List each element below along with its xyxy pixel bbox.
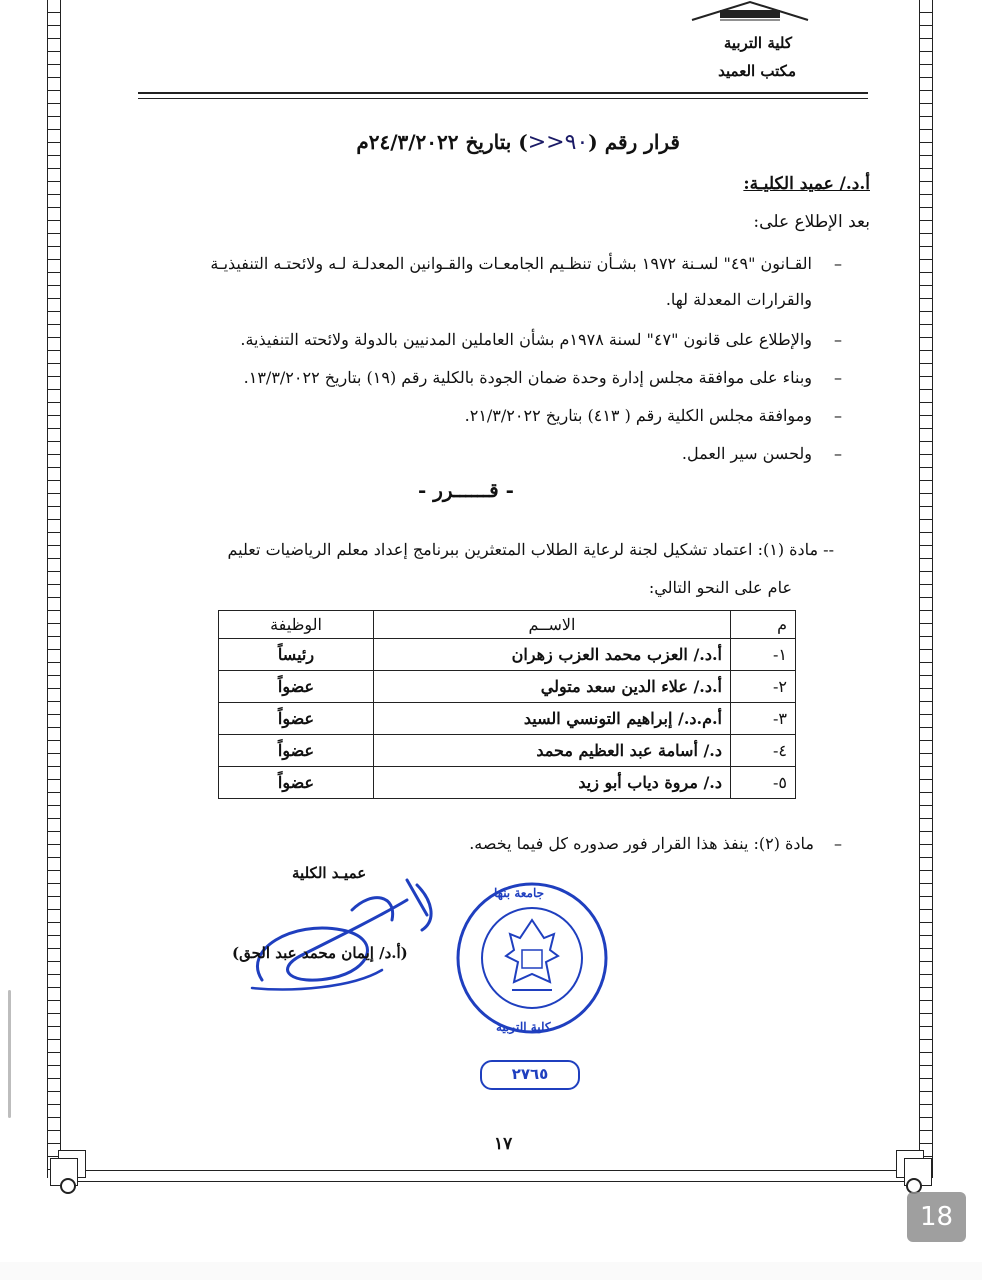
- item-law-49: القـانون "٤٩" لسـنة ١٩٧٢ بشـأن تنظـيم الجامعـات والقـوانين المعدلـة لـه ولائحتـه التنفيذيـة: [210, 254, 812, 273]
- member-name: د./ أسامة عبد العظيم محمد: [374, 735, 731, 767]
- col-header-role: الوظيفة: [219, 611, 374, 639]
- signatory-name: (أ.د/ إيمان محمد عبد الحق): [232, 944, 408, 962]
- decision-number: ٩٠<<: [527, 130, 589, 155]
- table-header-row: [219, 611, 796, 639]
- item-college-council: وموافقة مجلس الكلية رقم ( ٤١٣) بتاريخ ٢١/٣/٢٠٢٢.: [464, 406, 812, 425]
- seal-bottom-text: كلية التربية: [496, 1020, 551, 1034]
- header-divider: [138, 92, 868, 99]
- item-law-47: والإطلاع على قانون "٤٧" لسنة ١٩٧٨م بشأن العاملين المدنيين بالدولة ولائحته التنفيذية.: [240, 330, 812, 349]
- bullet-dash: –: [834, 368, 842, 387]
- scrollbar[interactable]: [8, 990, 11, 1118]
- decides-heading: - قــــــرر -: [418, 478, 514, 502]
- decision-date: ) بتاريخ ٢٤/٣/٢٠٢٢م: [356, 130, 528, 154]
- bottom-border: [50, 1170, 932, 1182]
- stamp-number: ٢٧٦٥: [511, 1065, 549, 1083]
- corner-ornament-left: [50, 1150, 94, 1194]
- bullet-dash: –: [834, 254, 842, 273]
- bullet-dash: –: [834, 834, 842, 853]
- decision-title: [330, 130, 680, 155]
- member-name: د./ مروة دياب أبو زيد: [374, 767, 731, 799]
- row-num: ٣-: [731, 703, 796, 735]
- table-row: [219, 671, 796, 703]
- signatory-title: عميـد الكلية: [292, 864, 367, 882]
- member-role: عضواً: [219, 671, 374, 703]
- page-indicator-badge: 18: [907, 1192, 966, 1242]
- table-row: [219, 703, 796, 735]
- after-review: بعد الإطلاع على:: [753, 212, 870, 232]
- member-role: عضواً: [219, 735, 374, 767]
- addressee: أ.د./ عميد الكليـة:: [743, 174, 870, 194]
- decision-prefix: قرار رقم (: [588, 130, 680, 154]
- seal-top-text: جامعة بنها: [494, 886, 545, 900]
- member-name: أ.د./ العزب محمد العزب زهران: [374, 639, 731, 671]
- stamp-number-box: [480, 1060, 580, 1090]
- article-1-line-2: عام على النحو التالي:: [648, 578, 792, 597]
- table-row: [219, 767, 796, 799]
- row-num: ١-: [731, 639, 796, 671]
- col-header-num: م: [731, 611, 796, 639]
- item-law-49-cont: والقرارات المعدلة لها.: [665, 290, 812, 309]
- row-num: ٥-: [731, 767, 796, 799]
- col-header-name: الاســم: [374, 611, 731, 639]
- member-name: أ.د./ علاء الدين سعد متولي: [374, 671, 731, 703]
- article-2: مادة (٢): ينفذ هذا القرار فور صدوره كل فيما يخصه.: [469, 834, 814, 853]
- article-1-line-1: -- مادة (١): اعتماد تشكيل لجنة لرعاية الطلاب المتعثرين ببرنامج إعداد معلم الرياضيات تعليم: [227, 540, 834, 559]
- member-role: عضواً: [219, 703, 374, 735]
- member-name: أ.م.د./ إبراهيم التونسي السيد: [374, 703, 731, 735]
- table-row: [219, 639, 796, 671]
- item-quality-council: وبناء على موافقة مجلس إدارة وحدة ضمان الجودة بالكلية رقم (١٩) بتاريخ ١٣/٣/٢٠٢٢.: [243, 368, 812, 387]
- page-number: ١٧: [494, 1134, 513, 1154]
- college-name: كلية التربية: [723, 34, 792, 52]
- bullet-dash: –: [834, 330, 842, 349]
- table-row: [219, 735, 796, 767]
- item-work-flow: ولحسن سير العمل.: [681, 444, 812, 463]
- row-num: ٤-: [731, 735, 796, 767]
- member-role: عضواً: [219, 767, 374, 799]
- bullet-dash: –: [834, 444, 842, 463]
- official-seal-icon: [452, 878, 612, 1038]
- corner-ornament-right: [888, 1150, 932, 1194]
- handwritten-signature-icon: [232, 860, 442, 1010]
- member-role: رئيساً: [219, 639, 374, 671]
- left-border-strip: [47, 0, 61, 1178]
- viewer-bottom-edge: [0, 1262, 982, 1280]
- dean-office: مكتب العميد: [718, 62, 796, 80]
- committee-table: [218, 610, 796, 799]
- bullet-dash: –: [834, 406, 842, 425]
- right-border-strip: [919, 0, 933, 1178]
- university-logo-icon: [690, 0, 810, 22]
- row-num: ٢-: [731, 671, 796, 703]
